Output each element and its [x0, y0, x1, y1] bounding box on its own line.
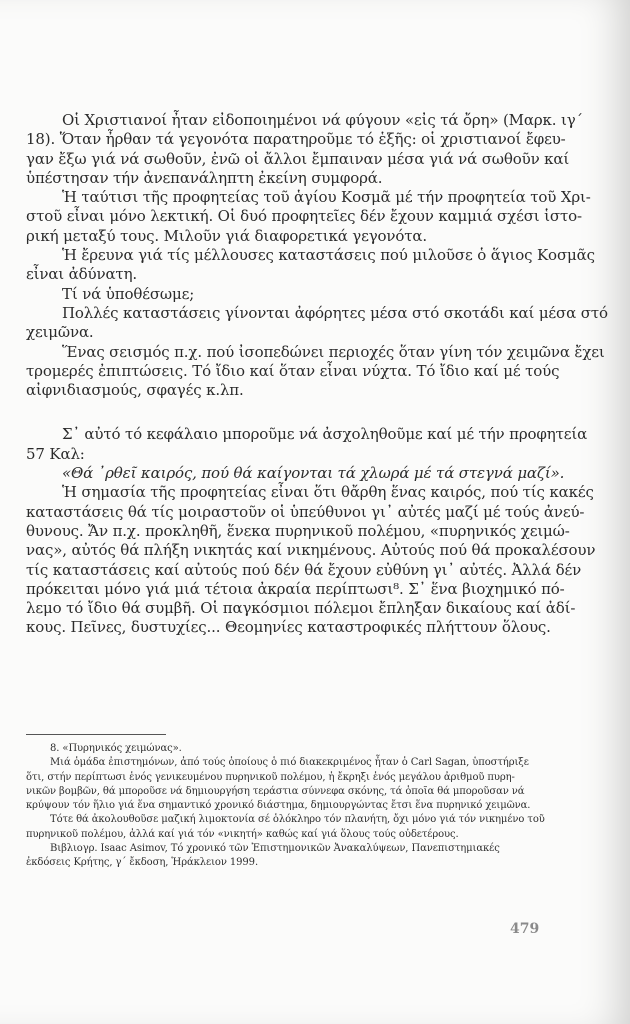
- footnote-line: Μιά ὁμάδα ἐπιστημόνων, ἀπό τούς ὁποίους ὁ πιό διακεκριμένος ἦταν ὁ Carl Sagan, ὑποστήριξε: [50, 757, 529, 769]
- footnote-line: Τότε θά ἀκολουθοῦσε μαζική λιμοκτονία σέ ὁλόκληρο τόν πλανήτη, ὄχι μόνο γιά τόν νικημένο τοῦ: [50, 814, 545, 826]
- body-line: ὑπέστησαν τήν ἀνεπανάληπτη ἐκείνη συμφορά.: [26, 168, 383, 187]
- footnote-line: πυρηνικοῦ πολέμου, ἀλλά καί γιά τόν «νικητή» καθώς καί γιά ὅλους τούς οὐδετέρους.: [26, 828, 459, 840]
- paragraph-gap: [26, 400, 546, 425]
- body-line: τρομερές ἐπιπτώσεις. Τό ἴδιο καί ὅταν εἶναι νύχτα. Τό ἴδιο καί μέ τούς: [26, 361, 560, 380]
- body-line: τίς καταστάσεις καί αὐτούς πού δέν θά ἔχουν εὐθύνη γι᾽ αὐτές. Ἀλλά δέν: [26, 560, 582, 579]
- footnote-line: κρύψουν τόν ἥλιο γιά ἕνα σημαντικό χρονικό διάστημα, δημιουργώντας ἔτσι ἕνα πυρηνικό χειμῶνα.: [26, 800, 531, 812]
- body-line: Ἡ σημασία τῆς προφητείας εἶναι ὅτι θἄρθη ἕνας καιρός, πού τίς κακές: [62, 483, 594, 502]
- footnote-line: νικῶν βομβῶν, θά μποροῦσε νά δημιουργήση τεράστια σύννεφα σκόνης, τά ὁποῖα θά μποροῦσαν νά: [26, 785, 525, 797]
- body-text: [26, 111, 608, 638]
- body-line: Ἡ ταύτισι τῆς προφητείας τοῦ ἁγίου Κοσμᾶ μέ τήν προφητεία τοῦ Χρι-: [62, 188, 591, 207]
- body-line: λεμο τό ἴδιο θά συμβῆ. Οἱ παγκόσμιοι πόλεμοι ἔπληξαν δικαίους καί ἀδί-: [26, 599, 576, 618]
- footnote-line: Βιβλιογρ. Isaac Asimov, Τό χρονικό τῶν Ἐπιστημονικῶν Ἀνακαλύψεων, Πανεπιστημιακές: [50, 843, 500, 855]
- body-line: εἶναι ἀδύνατη.: [26, 265, 138, 284]
- body-line: 57 Καλ:: [26, 444, 85, 463]
- body-line: Πολλές καταστάσεις γίνονται ἀφόρητες μέσα στό σκοτάδι καί μέσα στό: [62, 303, 608, 322]
- body-line: Ἕνας σεισμός π.χ. πού ἰσοπεδώνει περιοχές ὅταν γίνη τόν χειμῶνα ἔχει: [62, 342, 605, 361]
- body-line: ρική μεταξύ τους. Μιλοῦν γιά διαφορετικά γεγονότα.: [26, 226, 428, 245]
- prophecy-quote: «Θά ᾽ρθεῖ καιρός, πού θά καίγονται τά χλωρά μέ τά στεγνά μαζί».: [62, 464, 565, 483]
- footnote-line: ἐκδόσεις Κρήτης, γ´ ἔκδοση, Ἡράκλειον 1999.: [26, 857, 259, 869]
- body-line: Οἱ Χριστιανοί ἦταν εἰδοποιημένοι νά φύγουν «εἰς τά ὄρη» (Μαρκ. ιγ´: [62, 111, 583, 129]
- body-line: καταστάσεις θά τίς μοιραστοῦν οἱ ὑπεύθυνοι γι᾽ αὐτές μαζί μέ τούς ἀνεύ-: [26, 502, 585, 521]
- body-line: πρόκειται μόνο γιά μιά τέτοια ἀκραία περίπτωσι⁸. Σ᾽ ἕνα βιοχημικό πό-: [26, 579, 565, 598]
- body-line: χειμῶνα.: [26, 323, 94, 342]
- body-line: αἰφνιδιασμούς, σφαγές κ.λπ.: [26, 381, 244, 400]
- footnote-line: ὅτι, στήν περίπτωσι ἑνός γενικευμένου πυρηνικοῦ πολέμου, ἡ ἔκρηξι ἑνός μεγάλου ἀριθμοῦ πυρη-: [26, 771, 515, 783]
- body-line: κους. Πεῖνες, δυστυχίες... Θεομηνίες καταστροφικές πλήττουν ὅλους.: [26, 618, 551, 637]
- body-line: γαν ἔξω γιά νά σωθοῦν, ἐνῶ οἱ ἄλλοι ἔμπαιναν μέσα γιά νά σωθοῦν καί: [26, 149, 570, 168]
- body-line: Σ᾽ αὐτό τό κεφάλαιο μποροῦμε νά ἀσχοληθοῦμε καί μέ τήν προφητεία: [62, 425, 588, 444]
- footnote-line: 8. «Πυρηνικός χειμώνας».: [50, 743, 182, 754]
- body-line: θυνους. Ἄν π.χ. προκληθῆ, ἕνεκα πυρηνικοῦ πολέμου, «πυρηνικός χειμώ-: [26, 521, 570, 540]
- footnote-divider: [26, 734, 166, 735]
- body-line: στοῦ εἶναι μόνο λεκτική. Οἱ δυό προφητεῖες δέν ἔχουν καμμιά σχέσι ἱστο-: [26, 207, 582, 226]
- body-line: νας», αὐτός θά πλήξη νικητάς καί νικημένους. Αὐτούς πού θά προκαλέσουν: [26, 541, 596, 560]
- body-line: Ἡ ἔρευνα γιά τίς μέλλουσες καταστάσεις πού μιλοῦσε ὁ ἅγιος Κοσμᾶς: [62, 246, 595, 265]
- body-line: Τί νά ὑποθέσωμε;: [62, 284, 195, 303]
- footnotes: [26, 742, 548, 871]
- body-line: 18). Ὅταν ἦρθαν τά γεγονότα παρατηροῦμε τό ἑξῆς: οἱ χριστιανοί ἔφευ-: [26, 130, 566, 149]
- page-number: 479: [510, 921, 540, 937]
